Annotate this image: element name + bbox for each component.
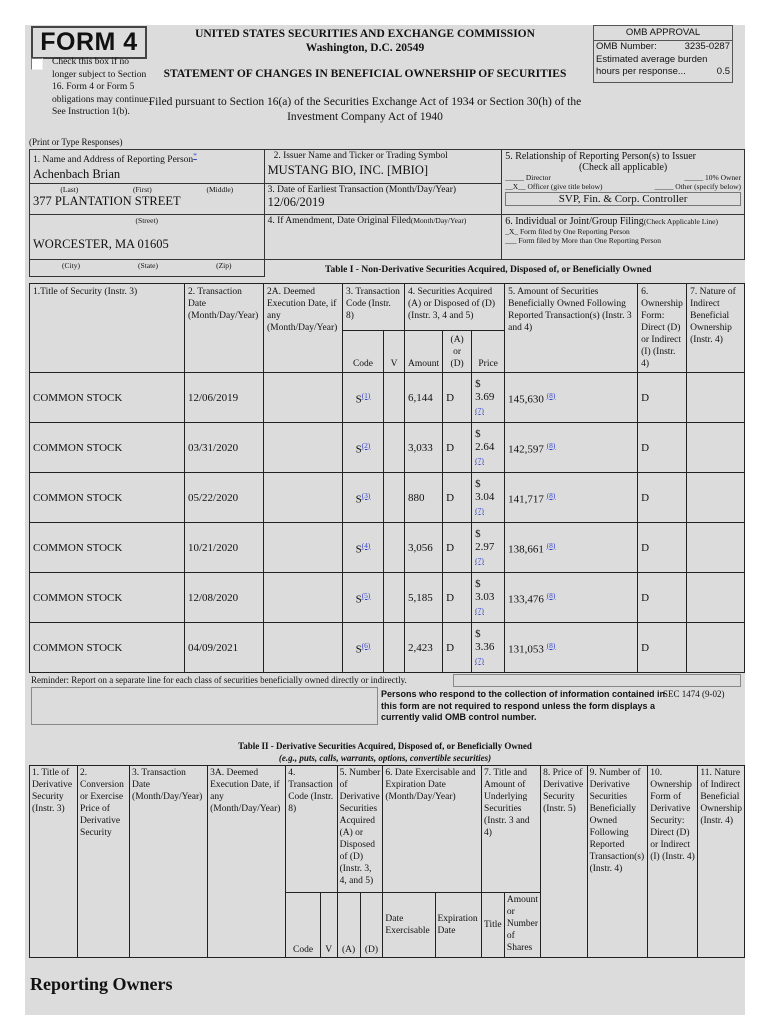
t1-col-code: 3. Transaction Code (Instr. 8) xyxy=(343,284,405,331)
row-v xyxy=(384,523,405,573)
row-amount: 880 xyxy=(405,473,443,523)
state-caption: (State) xyxy=(138,261,159,271)
t2-sub-date-exercisable: Date Exercisable xyxy=(383,893,435,958)
reporting-person-name: Achenbach Brian xyxy=(33,167,121,182)
row-code xyxy=(343,573,384,623)
owned-footnote-link[interactable]: (8) xyxy=(546,390,556,400)
row-ad: D xyxy=(443,523,472,573)
row-deemed xyxy=(264,523,343,573)
owned-value: 131,053 xyxy=(508,643,544,656)
code-value: S xyxy=(355,643,362,656)
t2-col-exercisable: 6. Date Exercisable and Expiration Date (Month/Day/Year) xyxy=(383,766,482,893)
row-form: D xyxy=(638,623,687,673)
issuer-value: MUSTANG BIO, INC. [MBIO] xyxy=(267,163,429,177)
row-form: D xyxy=(638,423,687,473)
relationship-label: 5. Relationship of Reporting Person(s) to Issuer xyxy=(505,151,697,162)
code-footnote-link[interactable]: (5) xyxy=(361,590,371,600)
row-v xyxy=(384,373,405,423)
filing-label: 6. Individual or Joint/Group Filing xyxy=(505,216,644,228)
persons-notice: Persons who respond to the collection of information contained in this form are not required to respond unless the form displays a currently valid OMB control number. xyxy=(381,689,666,722)
row-code xyxy=(343,373,384,423)
code-footnote-link[interactable]: (1) xyxy=(361,390,371,400)
row-v xyxy=(384,423,405,473)
row-nature xyxy=(687,473,745,523)
table-row xyxy=(30,623,745,673)
row-code xyxy=(343,423,384,473)
code-value: S xyxy=(355,393,362,406)
filing-one-option[interactable]: _X_ Form filed by One Reporting Person xyxy=(505,227,630,237)
filing-cell xyxy=(502,215,745,260)
t2-col-owned: 9. Number of Derivative Securities Beneficially Owned Following Reported Transaction(s) (Instr. 4) xyxy=(587,766,648,958)
row-owned xyxy=(505,473,638,523)
code-footnote-link[interactable]: (2) xyxy=(361,440,371,450)
row-owned xyxy=(505,423,638,473)
price-symbol: $ xyxy=(475,528,481,540)
reminder-text: Reminder: Report on a separate line for each class of securities beneficially owned directly or indirectly. xyxy=(31,675,407,685)
code-value: S xyxy=(355,593,362,606)
row-nature xyxy=(687,373,745,423)
director-option[interactable]: _____ Director xyxy=(505,173,551,182)
owned-footnote-link[interactable]: (8) xyxy=(546,640,556,650)
table-row xyxy=(30,473,745,523)
row-ad: D xyxy=(443,573,472,623)
t1-sub-v: V xyxy=(384,330,405,372)
row-ad: D xyxy=(443,423,472,473)
owned-value: 133,476 xyxy=(508,593,544,606)
row-code xyxy=(343,623,384,673)
row-owned xyxy=(505,573,638,623)
omb-burden-label: Estimated average burden xyxy=(596,53,708,65)
issuer-label: 2. Issuer Name and Ticker or Trading Symbol xyxy=(273,151,448,161)
earliest-transaction-cell xyxy=(264,184,502,215)
row-deemed xyxy=(264,473,343,523)
print-note: (Print or Type Responses) xyxy=(29,137,123,147)
row-amount: 2,423 xyxy=(405,623,443,673)
row-price xyxy=(472,623,505,673)
reporting-person-street-cell xyxy=(30,184,265,215)
reporting-header-table xyxy=(29,149,745,277)
asterisk-footnote-link[interactable]: * xyxy=(193,151,197,160)
price-value: 3.03 xyxy=(475,591,495,603)
t1-sub-price: Price xyxy=(472,330,505,372)
row-deemed xyxy=(264,573,343,623)
code-value: S xyxy=(355,543,362,556)
row-form: D xyxy=(638,523,687,573)
row-form: D xyxy=(638,573,687,623)
reminder-input[interactable] xyxy=(453,674,741,687)
t2-col-underlying: 7. Title and Amount of Underlying Securities (Instr. 3 and 4) xyxy=(482,766,541,893)
no-longer-subject-checkbox[interactable] xyxy=(31,58,43,70)
row-title: COMMON STOCK xyxy=(30,523,185,573)
t1-col-owned: 5. Amount of Securities Beneficially Owned Following Reported Transaction(s) (Instr. 3 and 4) xyxy=(505,284,638,373)
reporting-person-name-cell xyxy=(30,150,265,184)
price-value: 2.97 xyxy=(475,541,495,553)
row-amount: 3,033 xyxy=(405,423,443,473)
amendment-sub: (Month/Day/Year) xyxy=(410,216,467,226)
t2-col-title: 1. Title of Derivative Security (Instr. 3) xyxy=(30,766,78,958)
relationship-cell xyxy=(502,150,745,215)
table-row xyxy=(30,373,745,423)
officer-option[interactable]: __X__ Officer (give title below) xyxy=(505,182,603,191)
omb-hours-label: hours per response... xyxy=(596,66,686,77)
t2-sub-expiration: Expiration Date xyxy=(435,893,482,958)
row-date: 10/21/2020 xyxy=(185,523,264,573)
row-deemed xyxy=(264,423,343,473)
sec-code: SEC 1474 (9-02) xyxy=(663,689,725,699)
table-row xyxy=(30,573,745,623)
price-footnote-link[interactable]: (7) xyxy=(475,606,484,615)
row-owned xyxy=(505,623,638,673)
row-price xyxy=(472,473,505,523)
owned-footnote-link[interactable]: (8) xyxy=(546,440,556,450)
code-footnote-link[interactable]: (6) xyxy=(361,640,371,650)
city-state-zip-cell xyxy=(30,215,265,260)
t2-col-code: 4. Transaction Code (Instr. 8) xyxy=(286,766,337,893)
issuer-cell xyxy=(264,150,502,184)
t2-col-form: 10. Ownership Form of Derivative Security: Direct (D) or Indirect (I) (Instr. 4) xyxy=(648,766,698,958)
omb-title: OMB APPROVAL xyxy=(594,26,732,41)
price-value: 3.69 xyxy=(475,391,495,403)
t2-sub-code: Code xyxy=(286,893,321,958)
statement-title: STATEMENT OF CHANGES IN BENEFICIAL OWNERSHIP OF SECURITIES xyxy=(163,68,567,80)
price-symbol: $ xyxy=(475,578,481,590)
row-date: 03/31/2020 xyxy=(185,423,264,473)
checkbox-text: Check this box if no longer subject to Section 16. Form 4 or Form 5 obligations may continue. See Instruction 1(b). xyxy=(52,57,151,117)
row-v xyxy=(384,473,405,523)
non-derivative-table xyxy=(29,283,745,673)
t1-col-date: 2. Transaction Date (Month/Day/Year) xyxy=(185,284,264,373)
row-deemed xyxy=(264,373,343,423)
last-caption: (Last) xyxy=(60,185,79,195)
table1-title: Table I - Non-Derivative Securities Acquired, Disposed of, or Beneficially Owned xyxy=(325,265,652,275)
row-ad: D xyxy=(443,373,472,423)
row-title: COMMON STOCK xyxy=(30,623,185,673)
t1-col-acquired: 4. Securities Acquired (A) or Disposed of (D) (Instr. 3, 4 and 5) xyxy=(405,284,505,331)
owned-footnote-link[interactable]: (8) xyxy=(546,590,556,600)
row-ad: D xyxy=(443,473,472,523)
t2-sub-title: Title xyxy=(482,893,505,958)
owned-value: 138,661 xyxy=(508,543,544,556)
row-deemed xyxy=(264,623,343,673)
t1-sub-code: Code xyxy=(343,330,384,372)
t2-col-number: 5. Number of Derivative Securities Acquired (A) or Disposed of (D) (Instr. 3, 4, and 5) xyxy=(337,766,383,893)
filed-pursuant: Filed pursuant to Section 16(a) of the Securities Exchange Act of 1934 or Section 30(h) of the Investment Company Act of 1940 xyxy=(148,96,582,123)
reporting-owners-heading: Reporting Owners xyxy=(30,974,173,994)
row-nature xyxy=(687,573,745,623)
code-value: S xyxy=(355,443,362,456)
amendment-cell xyxy=(264,215,502,260)
row-date: 05/22/2020 xyxy=(185,473,264,523)
row-title: COMMON STOCK xyxy=(30,373,185,423)
zip-caption: (Zip) xyxy=(216,261,232,271)
owned-footnote-link[interactable]: (8) xyxy=(546,490,556,500)
table-row xyxy=(30,523,745,573)
t1-col-title: 1.Title of Security (Instr. 3) xyxy=(30,284,185,373)
filing-sub: (Check Applicable Line) xyxy=(643,217,718,227)
owned-value: 141,717 xyxy=(508,493,544,506)
csz-caption-cell xyxy=(30,260,265,277)
row-date: 12/06/2019 xyxy=(185,373,264,423)
row-amount: 5,185 xyxy=(405,573,443,623)
street-value: 377 PLANTATION STREET xyxy=(33,194,181,209)
derivative-table xyxy=(29,765,745,958)
row-date: 12/08/2020 xyxy=(185,573,264,623)
price-symbol: $ xyxy=(475,478,481,490)
row-title: COMMON STOCK xyxy=(30,423,185,473)
row-v xyxy=(384,623,405,673)
row-date: 04/09/2021 xyxy=(185,623,264,673)
other-option[interactable]: _____ Other (specify below) xyxy=(654,182,741,191)
t1-col-nature: 7. Nature of Indirect Beneficial Ownership (Instr. 4) xyxy=(687,284,745,373)
code-footnote-link[interactable]: (4) xyxy=(361,540,371,550)
earliest-transaction-label: 3. Date of Earliest Transaction (Month/Day/Year) xyxy=(267,185,457,196)
owned-footnote-link[interactable]: (8) xyxy=(546,540,556,550)
agency-header xyxy=(145,27,585,55)
amendment-label: 4. If Amendment, Date Original Filed xyxy=(267,216,411,227)
t2-col-price: 8. Price of Derivative Security (Instr. 5) xyxy=(541,766,588,958)
t1-sub-aord: (A) or (D) xyxy=(443,330,472,372)
row-v xyxy=(384,573,405,623)
first-caption: (First) xyxy=(133,185,152,195)
row-price xyxy=(472,373,505,423)
row-price xyxy=(472,573,505,623)
agency-location: Washington, D.C. 20549 xyxy=(305,42,425,54)
omb-number: 3235-0287 xyxy=(684,41,730,52)
t2-col-date: 3. Transaction Date (Month/Day/Year) xyxy=(130,766,208,958)
price-symbol: $ xyxy=(475,428,481,440)
price-footnote-link[interactable]: (7) xyxy=(475,406,484,415)
row-nature xyxy=(687,423,745,473)
table2-title-block xyxy=(145,740,625,764)
city-caption: (City) xyxy=(62,261,80,271)
row-title: COMMON STOCK xyxy=(30,573,185,623)
price-value: 3.36 xyxy=(475,641,495,653)
code-value: S xyxy=(355,493,362,506)
price-value: 3.04 xyxy=(475,491,495,503)
earliest-transaction-date: 12/06/2019 xyxy=(267,195,325,210)
code-footnote-link[interactable]: (3) xyxy=(361,490,371,500)
t2-sub-amount: Amount or Number of Shares xyxy=(504,893,540,958)
owned-value: 145,630 xyxy=(508,393,544,406)
row-price xyxy=(472,523,505,573)
price-value: 2.64 xyxy=(475,441,495,453)
form-page xyxy=(25,25,745,1015)
notes-box[interactable] xyxy=(31,687,378,725)
price-footnote-link[interactable]: (7) xyxy=(475,506,484,515)
omb-approval-box xyxy=(593,25,733,83)
owned-value: 142,597 xyxy=(508,443,544,456)
row-price xyxy=(472,423,505,473)
row-owned xyxy=(505,373,638,423)
t2-col-nature: 11. Nature of Indirect Beneficial Ownership (Instr. 4) xyxy=(698,766,745,958)
t2-col-deemed: 3A. Deemed Execution Date, if any (Month/Day/Year) xyxy=(208,766,286,958)
street-caption: (Street) xyxy=(135,216,159,226)
omb-number-label: OMB Number: xyxy=(596,41,657,52)
table-row xyxy=(30,423,745,473)
officer-title: SVP, Fin. & Corp. Controller xyxy=(505,192,741,206)
row-title: COMMON STOCK xyxy=(30,473,185,523)
table2-title: Table II - Derivative Securities Acquired, Disposed of, or Beneficially Owned xyxy=(238,741,532,751)
row-form: D xyxy=(638,473,687,523)
row-code xyxy=(343,523,384,573)
ten-pct-owner-option[interactable]: _____ 10% Owner xyxy=(684,173,741,182)
agency-name: UNITED STATES SECURITIES AND EXCHANGE COMMISSION xyxy=(195,28,535,40)
filing-more-option[interactable]: ___ Form filed by More than One Reporting Person xyxy=(505,236,662,246)
city-state-zip-value: WORCESTER, MA 01605 xyxy=(33,237,169,252)
price-footnote-link[interactable]: (7) xyxy=(475,456,484,465)
price-symbol: $ xyxy=(475,628,481,640)
form-label: FORM 4 xyxy=(31,26,147,59)
row-code xyxy=(343,473,384,523)
row-amount: 3,056 xyxy=(405,523,443,573)
price-symbol: $ xyxy=(475,378,481,390)
t1-col-form: 6. Ownership Form: Direct (D) or Indirect (I) (Instr. 4) xyxy=(638,284,687,373)
row-amount: 6,144 xyxy=(405,373,443,423)
row-form: D xyxy=(638,373,687,423)
omb-hours: 0.5 xyxy=(716,66,730,77)
row-owned xyxy=(505,523,638,573)
row-ad: D xyxy=(443,623,472,673)
t1-col-deemed: 2A. Deemed Execution Date, if any (Month/Day/Year) xyxy=(264,284,343,373)
row-nature xyxy=(687,623,745,673)
t1-sub-amount: Amount xyxy=(405,330,443,372)
price-footnote-link[interactable]: (7) xyxy=(475,556,484,565)
middle-caption: (Middle) xyxy=(206,185,234,195)
relationship-sub: (Check all applicable) xyxy=(578,162,668,173)
table2-subtitle: (e.g., puts, calls, warrants, options, convertible securities) xyxy=(278,753,492,763)
t2-sub-v: V xyxy=(320,893,337,958)
price-footnote-link[interactable]: (7) xyxy=(475,656,484,665)
reporting-person-label: 1. Name and Address of Reporting Person xyxy=(33,155,194,166)
t2-col-conversion: 2. Conversion or Exercise Price of Derivative Security xyxy=(78,766,130,958)
t2-sub-a: (A) xyxy=(337,893,360,958)
t2-sub-d: (D) xyxy=(360,893,383,958)
row-nature xyxy=(687,523,745,573)
